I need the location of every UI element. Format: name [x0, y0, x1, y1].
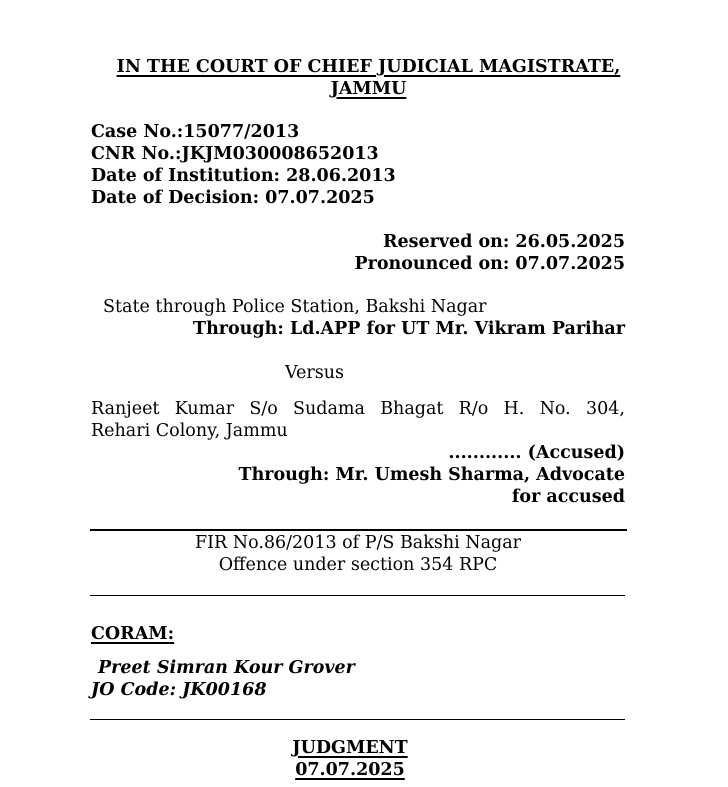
prosecution-party: State through Police Station, Bakshi Nagar	[103, 297, 487, 317]
cnr-number: CNR No.:JKJM030008652013	[91, 144, 379, 164]
judgment-title: JUDGMENT	[292, 738, 408, 758]
date-of-decision: Date of Decision: 07.07.2025	[91, 188, 375, 208]
accused-word: No.	[539, 399, 571, 419]
judge-name: Preet Simran Kour Grover	[98, 658, 355, 678]
defence-counsel-line2: for accused	[511, 487, 625, 507]
accused-party-line2: Rehari Colony, Jammu	[91, 421, 288, 441]
accused-party-line1	[91, 398, 625, 420]
divider-line	[90, 719, 625, 720]
date-of-institution: Date of Institution: 28.06.2013	[91, 166, 396, 186]
accused-word: H.	[503, 399, 525, 419]
accused-word: Ranjeet	[91, 399, 160, 419]
reserved-on: Reserved on: 26.05.2025	[382, 232, 625, 252]
jo-code: JO Code: JK00168	[91, 680, 267, 700]
accused-word: Sudama	[293, 399, 365, 419]
divider-line	[90, 595, 625, 596]
versus-label: Versus	[285, 363, 344, 383]
accused-word: 304,	[585, 399, 625, 419]
court-title-line2: JAMMU	[330, 79, 407, 99]
accused-word: R/o	[458, 399, 489, 419]
prosecution-counsel: Through: Ld.APP for UT Mr. Vikram Parihar	[193, 319, 625, 339]
accused-word: S/o	[249, 399, 278, 419]
court-title-line1: IN THE COURT OF CHIEF JUDICIAL MAGISTRATE,	[116, 57, 621, 77]
accused-word: Bhagat	[380, 399, 444, 419]
pronounced-on: Pronounced on: 07.07.2025	[354, 254, 625, 274]
coram-label: CORAM:	[91, 624, 175, 644]
accused-role: ............ (Accused)	[448, 443, 625, 463]
case-number: Case No.:15077/2013	[91, 122, 300, 142]
defence-counsel-line1: Through: Mr. Umesh Sharma, Advocate	[238, 465, 625, 485]
divider-solid	[90, 529, 627, 531]
judgment-date: 07.07.2025	[295, 760, 405, 780]
fir-number: FIR No.86/2013 of P/S Bakshi Nagar	[194, 533, 521, 553]
accused-word: Kumar	[174, 399, 235, 419]
offence-section: Offence under section 354 RPC	[218, 555, 498, 575]
